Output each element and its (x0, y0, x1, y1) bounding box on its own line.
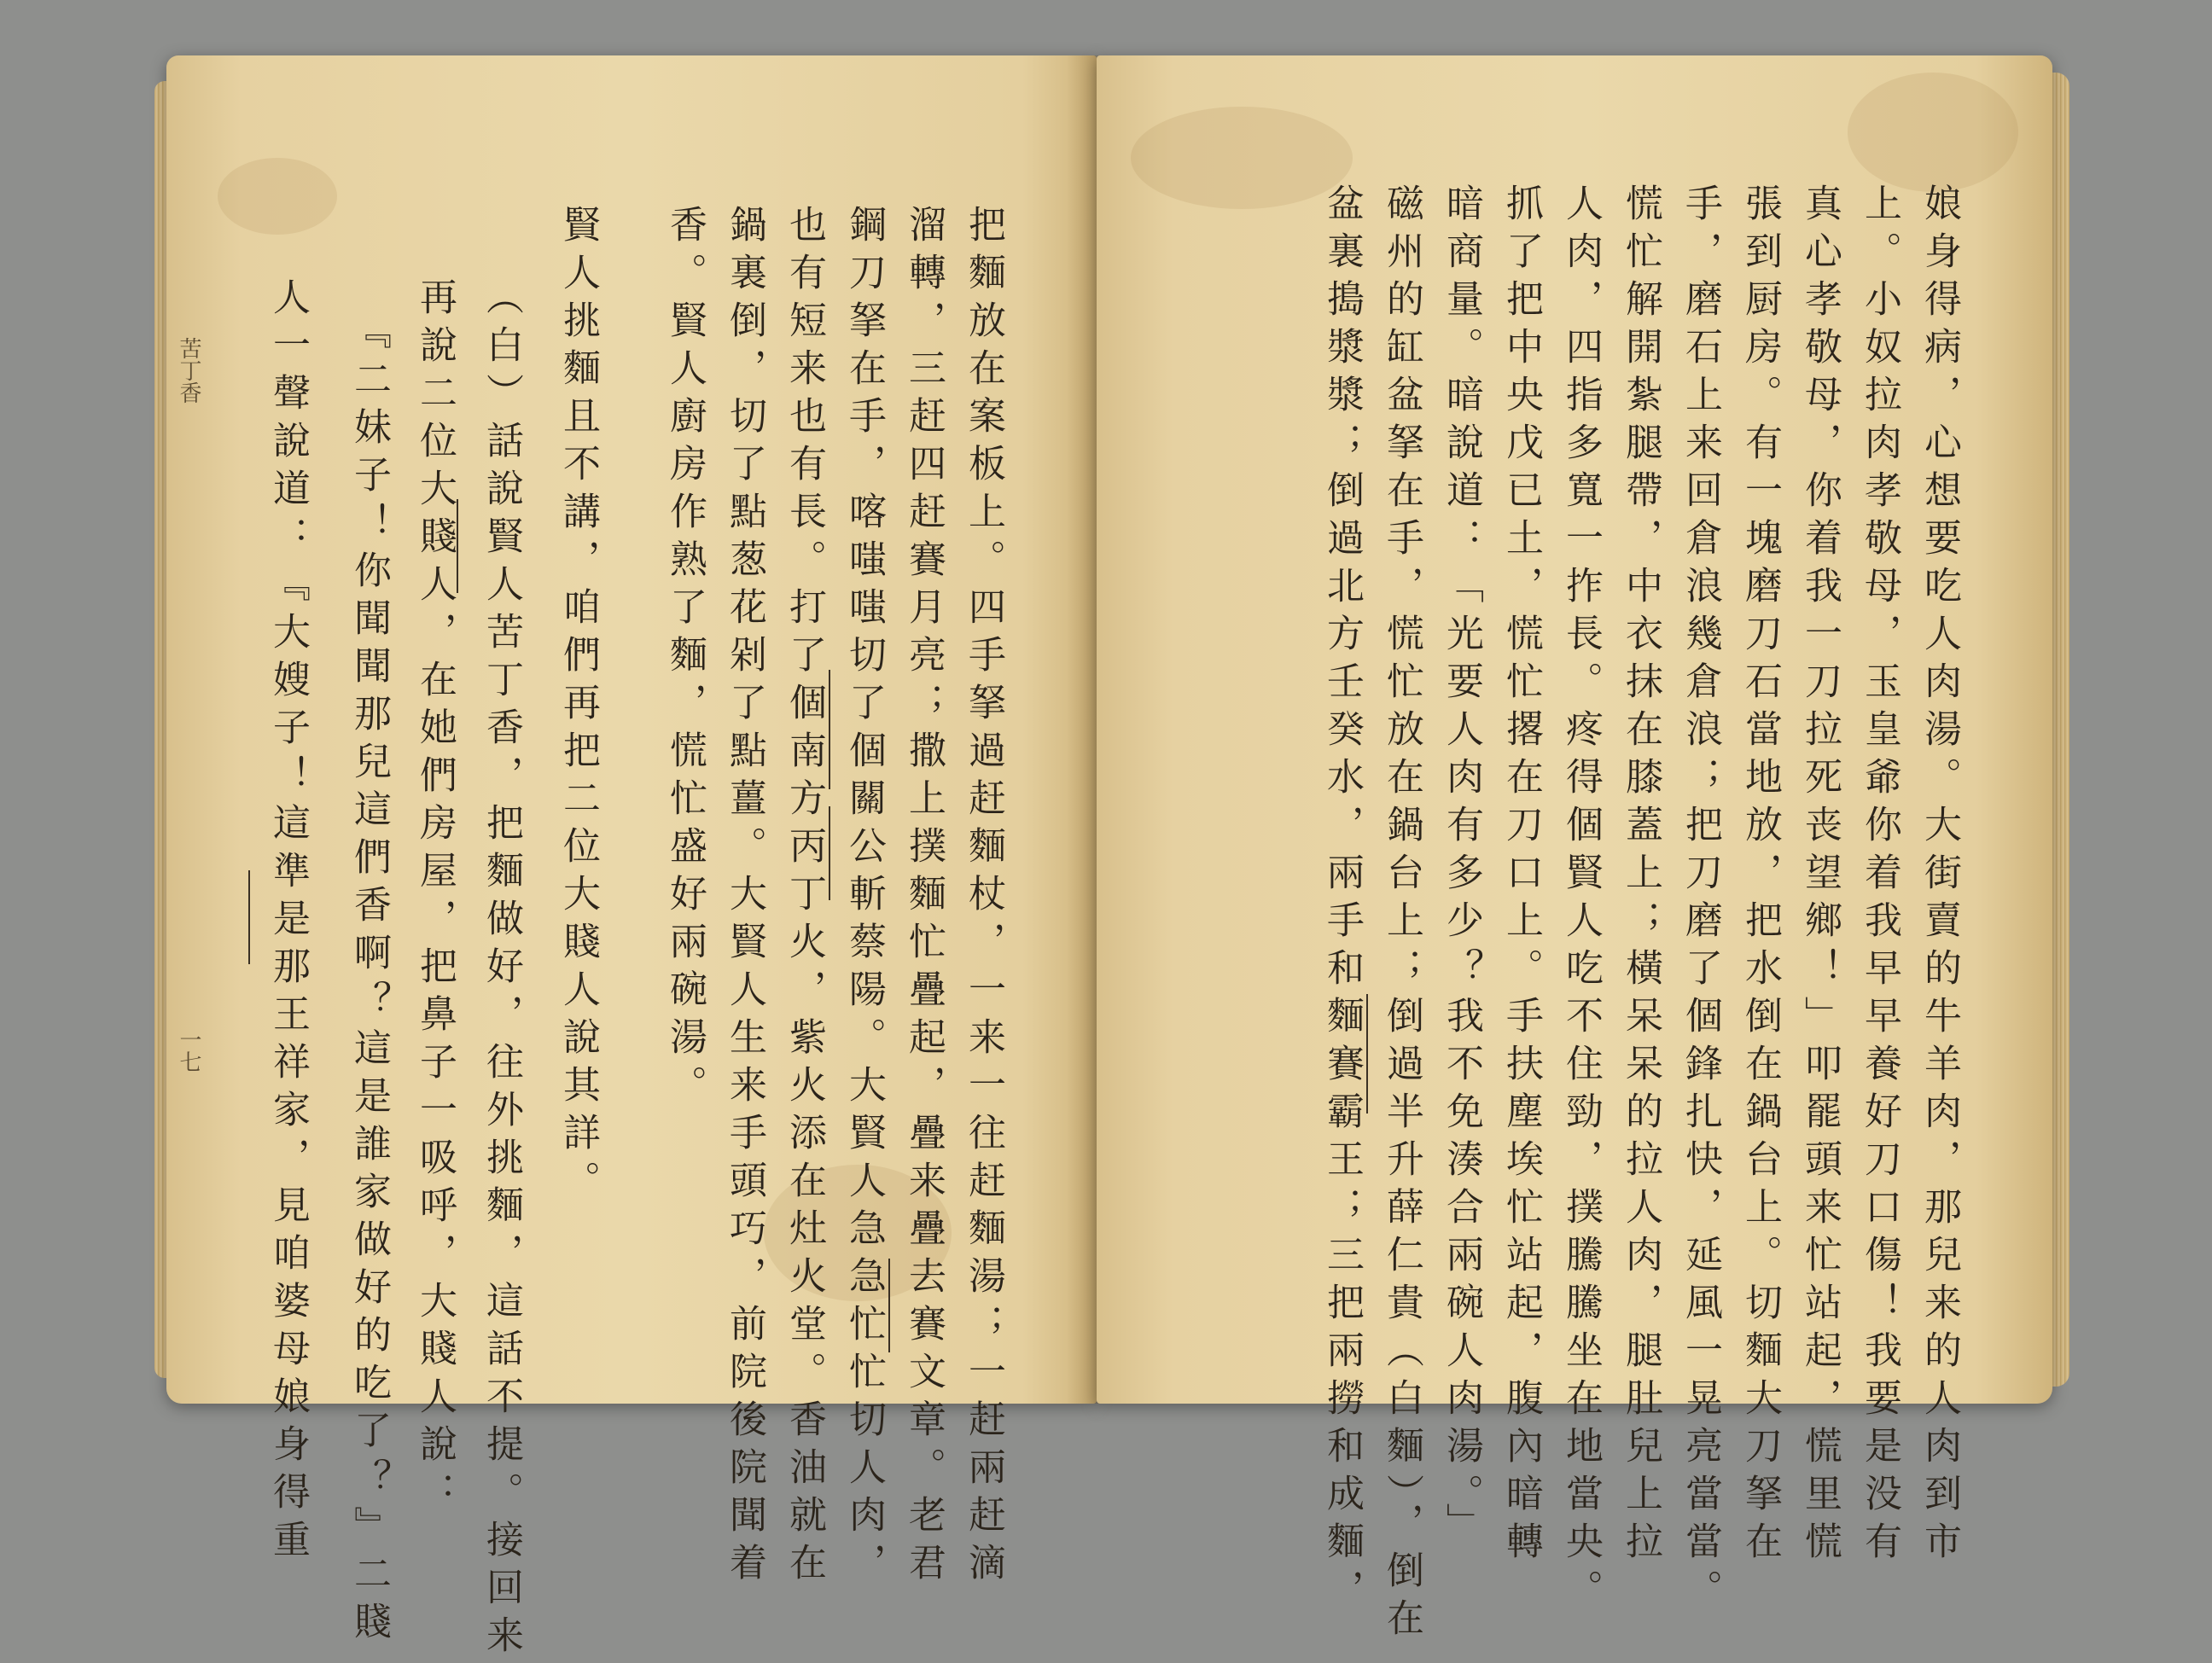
text-column: 磁州的缸盆拏在手，慌忙放在鍋台上；倒過半升薛仁貴（白麵），倒在 (1380, 183, 1423, 1646)
name-underline (1366, 994, 1368, 1114)
name-underline (248, 870, 250, 964)
text-column: 再說二位大賤人，在她們房屋，把鼻子一吸呼，大賤人說： (413, 277, 457, 1520)
text-column: 真心孝敬母，你着我一刀拉死丧望鄉！」叩罷頭来忙站起，慌里慌 (1798, 183, 1842, 1569)
right-page (1097, 55, 2052, 1646)
text-column: 娘身得病，心想要吃人肉湯。大街賣的牛羊肉，那兒来的人肉到市 (1918, 183, 1961, 1569)
name-underline (829, 670, 830, 789)
text-column: 盆裏搗漿漿；倒過北方壬癸水，兩手和麵賽霸王；三把兩撈和成麵， (1320, 183, 1364, 1617)
name-underline (888, 1259, 890, 1352)
text-column: 『二妹子！你聞聞那兒這們香啊？這是誰家做好的吃了？』二賤 (347, 311, 391, 1649)
text-column: 抓了把中央戊已土，慌忙撂在刀口上。手扶塵埃忙站起，腹內暗轉 (1499, 183, 1543, 1569)
text-column: 人肉，四指多寬一拃長。疼得個賢人吃不住勁，撲騰騰坐在地當央。 (1559, 183, 1603, 1617)
text-column: 暗商量。暗說道：「光要人肉有多少？我不免湊合兩碗人肉湯。」 (1440, 183, 1483, 1550)
text-column: 人一聲說道：『大嫂子！這準是那王祥家，見咱婆母娘身得重 (266, 277, 310, 1567)
text-column: 手，磨石上来回倉浪幾倉浪；把刀磨了個鋒扎快，延風一晃亮當當。 (1679, 183, 1722, 1617)
text-column: 賢人挑麵且不講，咱們再把二位大賤人說其詳。 (556, 205, 600, 1208)
paper-stain (1848, 73, 2018, 192)
text-column: 鍋裏倒，切了點葱花剁了點薑。大賢人生来手頭巧，前院後院聞着 (723, 205, 766, 1590)
running-head: 苦丁香 (176, 337, 201, 404)
text-column: 慌忙解開紮腿帶，中衣抹在膝蓋上；橫呆呆的拉人肉，腿肚兒上拉 (1619, 183, 1662, 1569)
text-column: 把麵放在案板上。四手拏過赶麵杖，一来一往赶麵湯；一赶兩赶滴 (962, 205, 1005, 1590)
text-column: 上。小奴拉肉孝敬母，玉皇爺你着我早早養好刀口傷！我要是没有 (1858, 183, 1901, 1569)
text-column: （白）話說賢人苦丁香，把麵做好，往外挑麵，這話不提。接回来 (480, 277, 523, 1663)
name-underline (829, 806, 830, 900)
open-book (166, 47, 2052, 1663)
text-column: 也有短来也有長。打了個南方丙丁火，紫火添在灶火堂。香油就在 (783, 205, 826, 1590)
name-underline (457, 499, 458, 593)
text-column: 香。賢人廚房作熟了麵，慌忙盛好兩碗湯。 (663, 205, 707, 1113)
text-column: 張到厨房。有一塊磨刀石當地放，把水倒在鍋台上。切麵大刀拏在 (1738, 183, 1782, 1569)
paper-stain (218, 158, 337, 235)
text-column: 溜轉，三赶四赶賽月亮；撒上撲麵忙疊起，疊来疊去賽文章。老君 (902, 205, 946, 1590)
text-column: 鋼刀拏在手，喀嗤嗤切了個關公斬蔡陽。大賢人急急忙忙切人肉， (842, 205, 886, 1590)
page-number: 一七 (176, 1028, 201, 1073)
left-page (166, 55, 1097, 1663)
